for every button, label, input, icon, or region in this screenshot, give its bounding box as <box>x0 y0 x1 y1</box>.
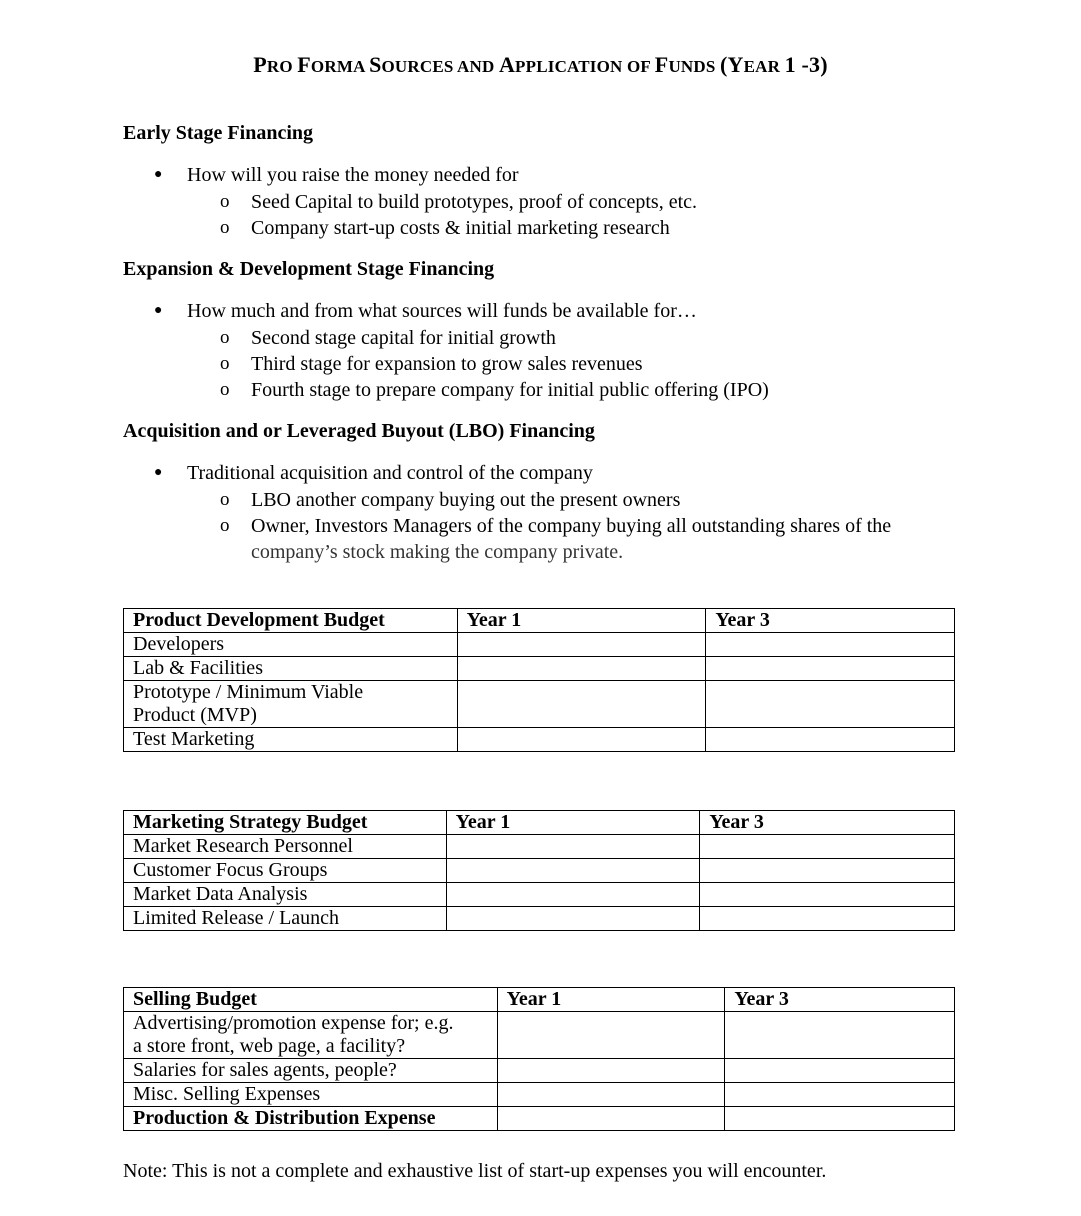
row-label: Production & Distribution Expense <box>124 1107 498 1131</box>
sub-marker: o <box>220 353 230 374</box>
sub-item: Seed Capital to build prototypes, proof of concepts, etc. <box>251 191 698 213</box>
row-label: Customer Focus Groups <box>124 859 447 883</box>
sub-marker: o <box>220 327 230 348</box>
year3-cell[interactable] <box>725 1012 955 1059</box>
bullet-marker: ● <box>154 167 163 182</box>
sub-marker: o <box>220 515 230 536</box>
table-header-year3: Year 3 <box>706 609 955 633</box>
table-row <box>124 1083 955 1107</box>
table-row <box>124 1012 955 1059</box>
bullet-marker: ● <box>154 465 163 480</box>
table-row <box>124 681 955 728</box>
year3-cell[interactable] <box>725 1083 955 1107</box>
sub-item: Third stage for expansion to grow sales revenues <box>251 353 643 375</box>
row-label: Lab & Facilities <box>124 657 458 681</box>
year1-cell[interactable] <box>446 907 700 931</box>
row-label: Misc. Selling Expenses <box>124 1083 498 1107</box>
year3-cell[interactable] <box>700 883 955 907</box>
table-header-year3: Year 3 <box>725 988 955 1012</box>
table-row <box>124 609 955 633</box>
row-label: Prototype / Minimum Viable Product (MVP) <box>124 681 458 728</box>
year3-cell[interactable] <box>700 835 955 859</box>
year3-cell[interactable] <box>706 657 955 681</box>
table-row <box>124 657 955 681</box>
table-row <box>124 859 955 883</box>
year1-cell[interactable] <box>497 1107 725 1131</box>
sub-marker: o <box>220 379 230 400</box>
selling-budget-table <box>123 987 955 1131</box>
row-label: Advertising/promotion expense for; e.g. a store front, web page, a facility? <box>124 1012 498 1059</box>
row-label: Developers <box>124 633 458 657</box>
bullet-marker: ● <box>154 303 163 318</box>
table-header-year3: Year 3 <box>700 811 955 835</box>
sub-item: Second stage capital for initial growth <box>251 327 556 349</box>
sub-item: Owner, Investors Managers of the company buying all outstanding shares of the <box>251 515 892 537</box>
row-label: Test Marketing <box>124 728 458 752</box>
page-title: PRO FORMA SOURCES AND APPLICATION OF FUNDS (YEAR 1 -3) <box>253 52 828 77</box>
table-header-label: Selling Budget <box>124 988 498 1012</box>
bullet-text: How will you raise the money needed for <box>187 164 519 186</box>
year3-cell[interactable] <box>706 681 955 728</box>
sub-item-continuation: company’s stock making the company private. <box>251 541 624 563</box>
year3-cell[interactable] <box>700 859 955 883</box>
year3-cell[interactable] <box>706 728 955 752</box>
table-row <box>124 907 955 931</box>
bullet-text: Traditional acquisition and control of the company <box>187 462 593 484</box>
year1-cell[interactable] <box>497 1059 725 1083</box>
table-row <box>124 1059 955 1083</box>
table-row <box>124 1107 955 1131</box>
year3-cell[interactable] <box>700 907 955 931</box>
section-heading-acquisition: Acquisition and or Leveraged Buyout (LBO) Financing <box>123 420 595 442</box>
row-label: Market Data Analysis <box>124 883 447 907</box>
row-label: Market Research Personnel <box>124 835 447 859</box>
section-heading-early-stage: Early Stage Financing <box>123 122 314 144</box>
year3-cell[interactable] <box>706 633 955 657</box>
year1-cell[interactable] <box>457 633 706 657</box>
year3-cell[interactable] <box>725 1107 955 1131</box>
table-row <box>124 811 955 835</box>
row-label: Limited Release / Launch <box>124 907 447 931</box>
sub-item: Company start-up costs & initial marketing research <box>251 217 670 239</box>
year1-cell[interactable] <box>446 883 700 907</box>
sub-item: Fourth stage to prepare company for initial public offering (IPO) <box>251 379 769 401</box>
year1-cell[interactable] <box>446 835 700 859</box>
section-heading-expansion: Expansion & Development Stage Financing <box>123 258 495 280</box>
sub-marker: o <box>220 217 230 238</box>
table-header-year1: Year 1 <box>497 988 725 1012</box>
product-development-budget-table <box>123 608 955 752</box>
footnote: Note: This is not a complete and exhaustive list of start-up expenses you will encounter. <box>123 1160 827 1182</box>
table-row <box>124 883 955 907</box>
sub-item: LBO another company buying out the present owners <box>251 489 681 511</box>
year3-cell[interactable] <box>725 1059 955 1083</box>
row-label: Salaries for sales agents, people? <box>124 1059 498 1083</box>
table-header-year1: Year 1 <box>457 609 706 633</box>
marketing-strategy-budget-table <box>123 810 955 931</box>
table-row <box>124 728 955 752</box>
table-header-label: Marketing Strategy Budget <box>124 811 447 835</box>
table-row <box>124 835 955 859</box>
sub-marker: o <box>220 489 230 510</box>
year1-cell[interactable] <box>497 1012 725 1059</box>
table-header-label: Product Development Budget <box>124 609 458 633</box>
year1-cell[interactable] <box>497 1083 725 1107</box>
year1-cell[interactable] <box>457 728 706 752</box>
table-row <box>124 633 955 657</box>
year1-cell[interactable] <box>457 681 706 728</box>
year1-cell[interactable] <box>457 657 706 681</box>
sub-marker: o <box>220 191 230 212</box>
table-row <box>124 988 955 1012</box>
bullet-text: How much and from what sources will funds be available for… <box>187 300 697 322</box>
table-header-year1: Year 1 <box>446 811 700 835</box>
year1-cell[interactable] <box>446 859 700 883</box>
